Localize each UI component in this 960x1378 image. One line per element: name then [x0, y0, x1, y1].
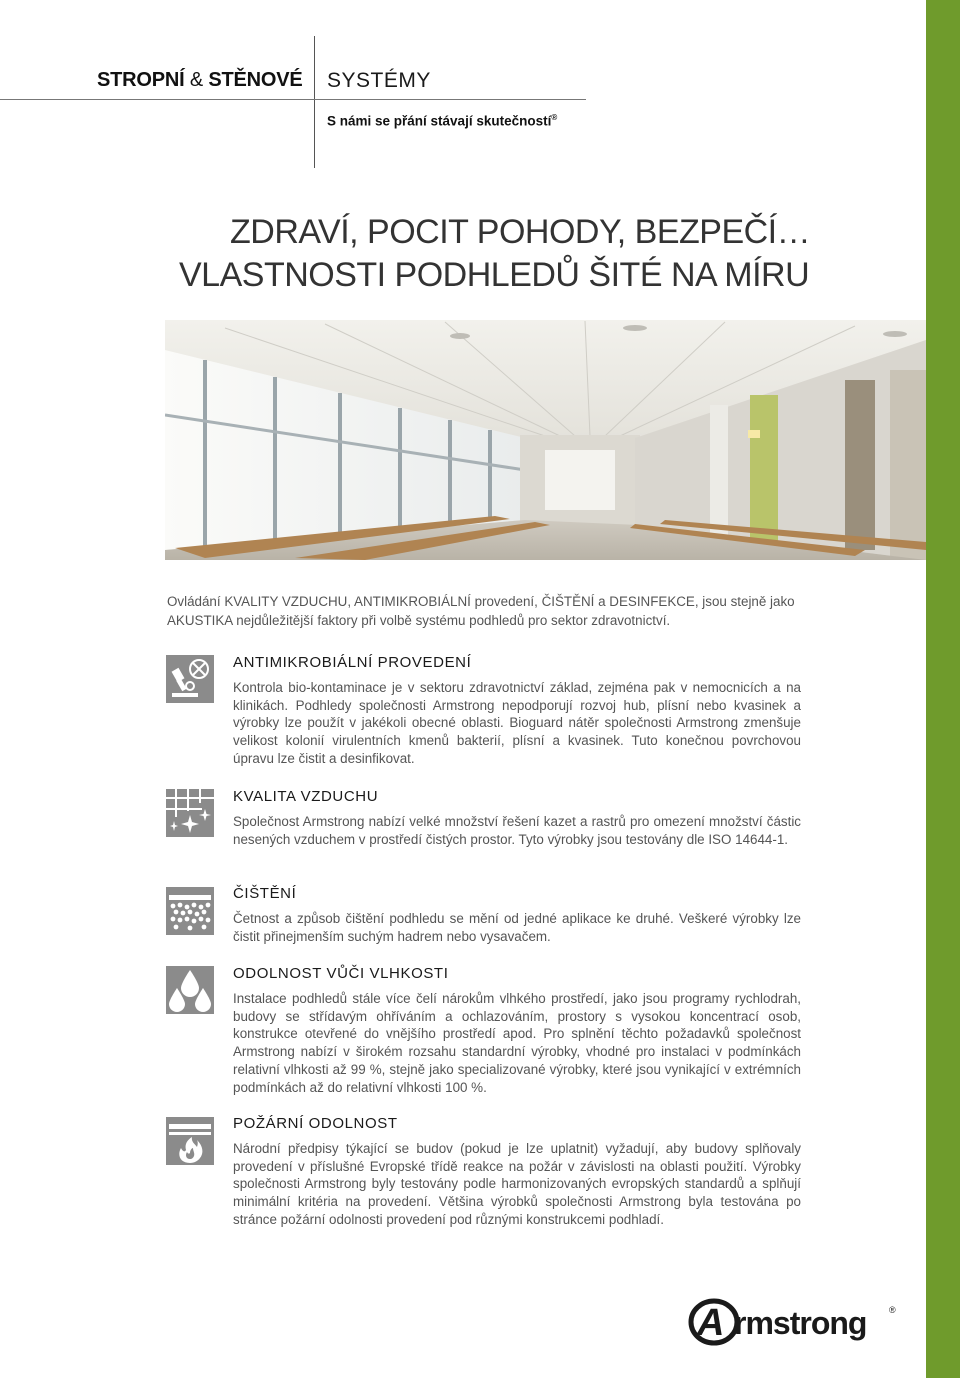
section-fire-resistance [233, 1115, 801, 1229]
brand-ampersand: & [184, 69, 209, 91]
fire-icon [166, 1117, 214, 1165]
section-body: Národní předpisy týkající se budov (pokud je lze uplatnit) vyžadují, aby budovy splňovaly provedení v příslušné Evropské třídě reakce na požár v závislosti na oblasti použití. Výrobky společnosti Armstrong byly testovány podle harmonizovaných evropských standardů a splňují minimální kritéria na provedení. Většina výrobků společnosti Armstrong byla testována po stránce požární odolnosti provedení pod různými konstrukcemi podhladí. [233, 1141, 801, 1227]
section-humidity [233, 965, 801, 1096]
brand-subtitle: SYSTÉMY [327, 69, 431, 92]
intro-paragraph: Ovládání KVALITY VZDUCHU, ANTIMIKROBIÁLNÍ provedení, ČIŠTĚNÍ a DESINFEKCE, jsou stejně jako AKUSTIKA nejdůležitější faktory při volbě systému podhledů pro sektor zdravotnictví. [167, 594, 795, 628]
section-air-quality [233, 788, 801, 848]
section-cleaning [233, 885, 801, 945]
tagline [327, 113, 557, 129]
tagline-registered-mark: ® [551, 113, 558, 122]
section-heading: ODOLNOST VŮČI VLHKOSTI [233, 965, 449, 982]
cleaning-icon [166, 887, 214, 935]
tagline-text: S námi se přání stávají skutečností [327, 113, 552, 129]
section-antimicrobial [233, 654, 801, 768]
brand-title [97, 69, 303, 92]
section-heading: ČIŠTĚNÍ [233, 885, 297, 902]
armstrong-logo [688, 1297, 900, 1347]
hospital-waiting-room-photo [165, 320, 926, 560]
section-heading: KVALITA VZDUCHU [233, 788, 379, 805]
brand-word-1: STROPNÍ [97, 69, 185, 91]
section-heading: ANTIMIKROBIÁLNÍ PROVEDENÍ [233, 654, 472, 671]
header-horizontal-divider [0, 99, 586, 100]
header-vertical-divider [314, 36, 315, 168]
brand-word-2: STĚNOVÉ [208, 69, 303, 91]
section-heading: POŽÁRNÍ ODOLNOST [233, 1115, 398, 1132]
page-title-line-1: ZDRAVÍ, POCIT POHODY, BEZPEČÍ… [230, 213, 811, 251]
humidity-drops-icon [166, 966, 214, 1014]
air-quality-icon [166, 789, 214, 837]
section-body: Společnost Armstrong nabízí velké množství řešení kazet a rastrů pro omezení množství částic nesených vzduchem v prostředí čistých prostor. Tyto výrobky jsou testovány dle ISO 14644-1. [233, 814, 801, 847]
svg-text:A: A [697, 1302, 725, 1344]
section-body: Četnost a způsob čištění podhledu se mění od jedné aplikace ke druhé. Veškeré výrobky lze čistit přinejmenším suchým hadrem nebo vysavačem. [233, 911, 801, 944]
green-side-bar [926, 0, 960, 1378]
svg-text:®: ® [889, 1305, 896, 1315]
page-title-line-2: VLASTNOSTI PODHLEDŮ ŠITÉ NA MÍRU [179, 256, 810, 294]
section-body: Instalace podhledů stále více čelí nárokům vlhkého prostředí, jako jsou programy rychlodrah, budovy se střídavým ohříváním a ochlazováním, prostory s vysokou koncentrací osob, konstrukce otevřené do vnějšího prostředí apod. Pro splnění těchto požadavků společnost Armstrong nabízí v širokém rozsahu standardní výrobky, vhodné pro instalaci v podmínkách relativní vlhkosti až 99 %, stejně jako specializované výrobky, které jsou vynikající v extrémních podmínkách až do relativní vlhkosti 100 %. [233, 991, 801, 1095]
svg-text:rmstrong: rmstrong [734, 1305, 867, 1341]
section-body: Kontrola bio-kontaminace je v sektoru zdravotnictví základ, zejména pak v nemocnicích a na klinikách. Podhledy společnosti Armstrong nepodporují rozvoj hub, plísní nebo kvasinek a výrobky lze použít v jakékoli obecné oblasti. Bioguard nátěr společnosti Armstrong zmenšuje velikost kolonií virulentních kmenů bakterií, plísní a kvasinek. Tuto konečnou povrchovou úpravu lze čistit a desinfikovat. [233, 680, 801, 766]
antimicrobial-icon [166, 655, 214, 703]
